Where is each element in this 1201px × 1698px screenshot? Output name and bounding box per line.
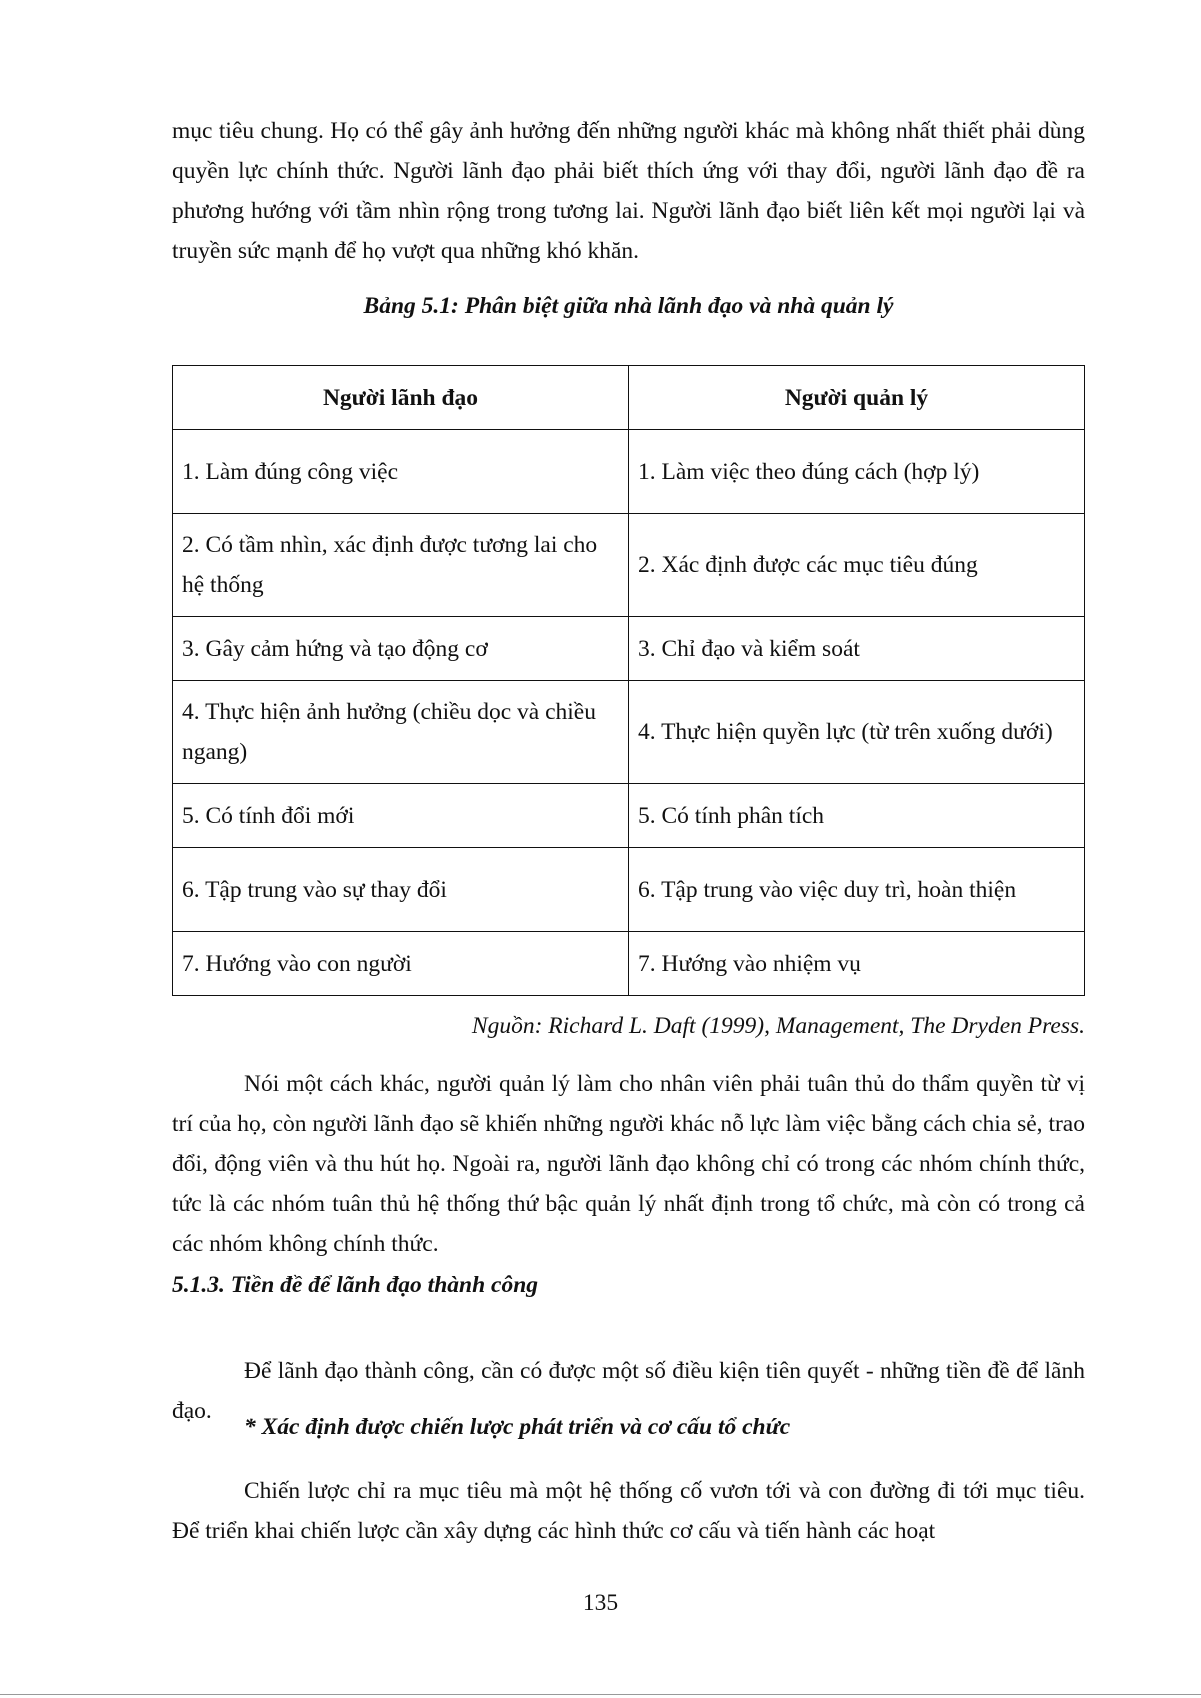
- paragraph-intro: mục tiêu chung. Họ có thể gây ảnh hưởng đến những người khác mà không nhất thiết phải dùng quyền lực chính thức. Người lãnh đạo phải biết thích ứng với thay đổi, người lãnh đạo đề ra phương hướng với tầm nhìn rộng trong tương lai. Người lãnh đạo biết liên kết mọi người lại và truyền sức mạnh để họ vượt qua những khó khăn.: [172, 118, 1085, 264]
- leader-cell: 2. Có tầm nhìn, xác định được tương lai cho hệ thống: [173, 514, 629, 617]
- manager-cell: 1. Làm việc theo đúng cách (hợp lý): [629, 430, 1085, 514]
- table-header-row: [173, 366, 1085, 430]
- table-row: [173, 617, 1085, 681]
- paragraph-comparison: Nói một cách khác, người quản lý làm cho nhân viên phải tuân thủ do thẩm quyền từ vị trí của họ, còn người lãnh đạo sẽ khiến những người khác nỗ lực làm việc bằng cách chia sẻ, trao đổi, động viên và thu hút họ. Ngoài ra, người lãnh đạo không chỉ có trong các nhóm chính thức, tức là các nhóm tuân thủ hệ thống thứ bậc quản lý nhất định trong tổ chức, mà còn có trong cả các nhóm không chính thức.: [172, 1071, 1085, 1257]
- page-number: 135: [582, 1590, 619, 1616]
- leader-cell: 7. Hướng vào con người: [173, 932, 629, 996]
- paragraph-prerequisites: Để lãnh đạo thành công, cần có được một số điều kiện tiên quyết - những tiền đề để lãnh đạo.: [172, 1358, 1085, 1424]
- table-row: [173, 784, 1085, 848]
- leader-cell: 4. Thực hiện ảnh hưởng (chiều dọc và chiều ngang): [173, 681, 629, 784]
- table-row: [173, 430, 1085, 514]
- manager-cell: 3. Chỉ đạo và kiểm soát: [629, 617, 1085, 681]
- header-leader: Người lãnh đạo: [173, 366, 629, 430]
- paragraph-strategy: Chiến lược chỉ ra mục tiêu mà một hệ thống cố vươn tới và con đường đi tới mục tiêu. Để triển khai chiến lược cần xây dựng các hình thức cơ cấu và tiến hành các hoạt: [172, 1478, 1085, 1544]
- leader-cell: 6. Tập trung vào sự thay đổi: [173, 848, 629, 932]
- header-manager: Người quản lý: [629, 366, 1085, 430]
- manager-cell: 5. Có tính phân tích: [629, 784, 1085, 848]
- section-heading: 5.1.3. Tiền đề để lãnh đạo thành công: [172, 1272, 539, 1298]
- leader-cell: 3. Gây cảm hứng và tạo động cơ: [173, 617, 629, 681]
- table-row: [173, 681, 1085, 784]
- leader-cell: 1. Làm đúng công việc: [173, 430, 629, 514]
- table-row: [173, 848, 1085, 932]
- page-bottom-border: [0, 1694, 1201, 1695]
- table-row: [173, 932, 1085, 996]
- table-source: Nguồn: Richard L. Daft (1999), Management, The Dryden Press.: [471, 1013, 1085, 1039]
- table-caption: Bảng 5.1: Phân biệt giữa nhà lãnh đạo và nhà quản lý: [363, 293, 894, 319]
- comparison-table: [172, 365, 1085, 996]
- leader-cell: 5. Có tính đổi mới: [173, 784, 629, 848]
- manager-cell: 2. Xác định được các mục tiêu đúng: [629, 514, 1085, 617]
- manager-cell: 4. Thực hiện quyền lực (từ trên xuống dưới): [629, 681, 1085, 784]
- manager-cell: 6. Tập trung vào việc duy trì, hoàn thiện: [629, 848, 1085, 932]
- table-row: [173, 514, 1085, 617]
- manager-cell: 7. Hướng vào nhiệm vụ: [629, 932, 1085, 996]
- subheading: * Xác định được chiến lược phát triển và cơ cấu tổ chức: [244, 1414, 791, 1440]
